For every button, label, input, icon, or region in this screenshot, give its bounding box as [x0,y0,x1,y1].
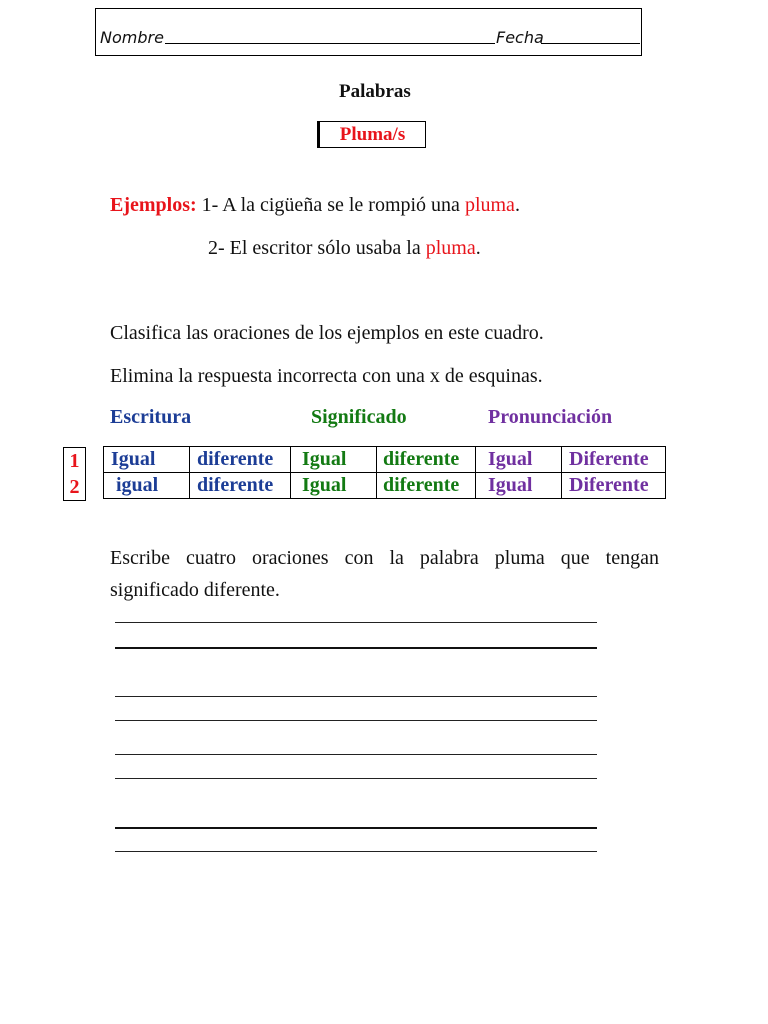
table-cell: diferente [190,473,291,499]
row-number-1: 1 [69,450,80,472]
table-cell: Igual [104,447,190,473]
table-row [104,447,666,473]
name-label: Nombre [100,28,164,47]
row-number-2: 2 [69,476,80,498]
answer-line [115,827,597,829]
table-cell: Igual [291,447,377,473]
table-cell: Diferente [562,473,666,499]
header-pronunciacion: Pronunciación [488,406,613,428]
name-date-box [95,8,642,56]
table-cell: Igual [476,473,562,499]
answer-line [115,622,597,623]
example-2-suffix: . [475,237,481,259]
writing-prompt-line-2: significado diferente. [110,579,280,601]
examples-label: Ejemplos: [110,194,197,216]
example-2-text: 2- El escritor sólo usaba la [208,237,426,259]
word-box: Pluma/s [317,121,426,148]
instruction-classify: Clasifica las oraciones de los ejemplos en este cuadro. [110,322,544,344]
example-1-suffix: . [514,194,520,216]
answer-line [115,851,597,852]
table-row [104,473,666,499]
example-1-text: 1- A la cigüeña se le rompió una [196,194,465,216]
table-cell: diferente [377,473,476,499]
example-2 [208,236,481,260]
answer-line [115,720,597,721]
table-cell: diferente [190,447,291,473]
answer-line [115,778,597,779]
table-cell: Igual [476,447,562,473]
answer-line [115,754,597,755]
example-2-highlight: pluma [425,237,476,259]
row-number-box [63,447,86,501]
table-cell: diferente [377,447,476,473]
example-1 [110,193,520,217]
date-label: Fecha [496,28,544,47]
example-1-highlight: pluma [464,194,515,216]
date-fill-line [541,43,640,44]
instruction-eliminate: Elimina la respuesta incorrecta con una x de esquinas. [110,365,543,387]
header-escritura: Escritura [110,406,192,428]
writing-prompt-line-1: Escribe cuatro oraciones con la palabra pluma que tengan [110,547,659,569]
header-significado: Significado [311,406,407,428]
classification-table [103,446,666,499]
table-cell: Igual [291,473,377,499]
name-fill-line [165,43,495,44]
answer-line [115,647,597,649]
answer-line [115,696,597,697]
table-cell: igual [104,473,190,499]
page-title: Palabras [339,81,411,102]
table-cell: Diferente [562,447,666,473]
